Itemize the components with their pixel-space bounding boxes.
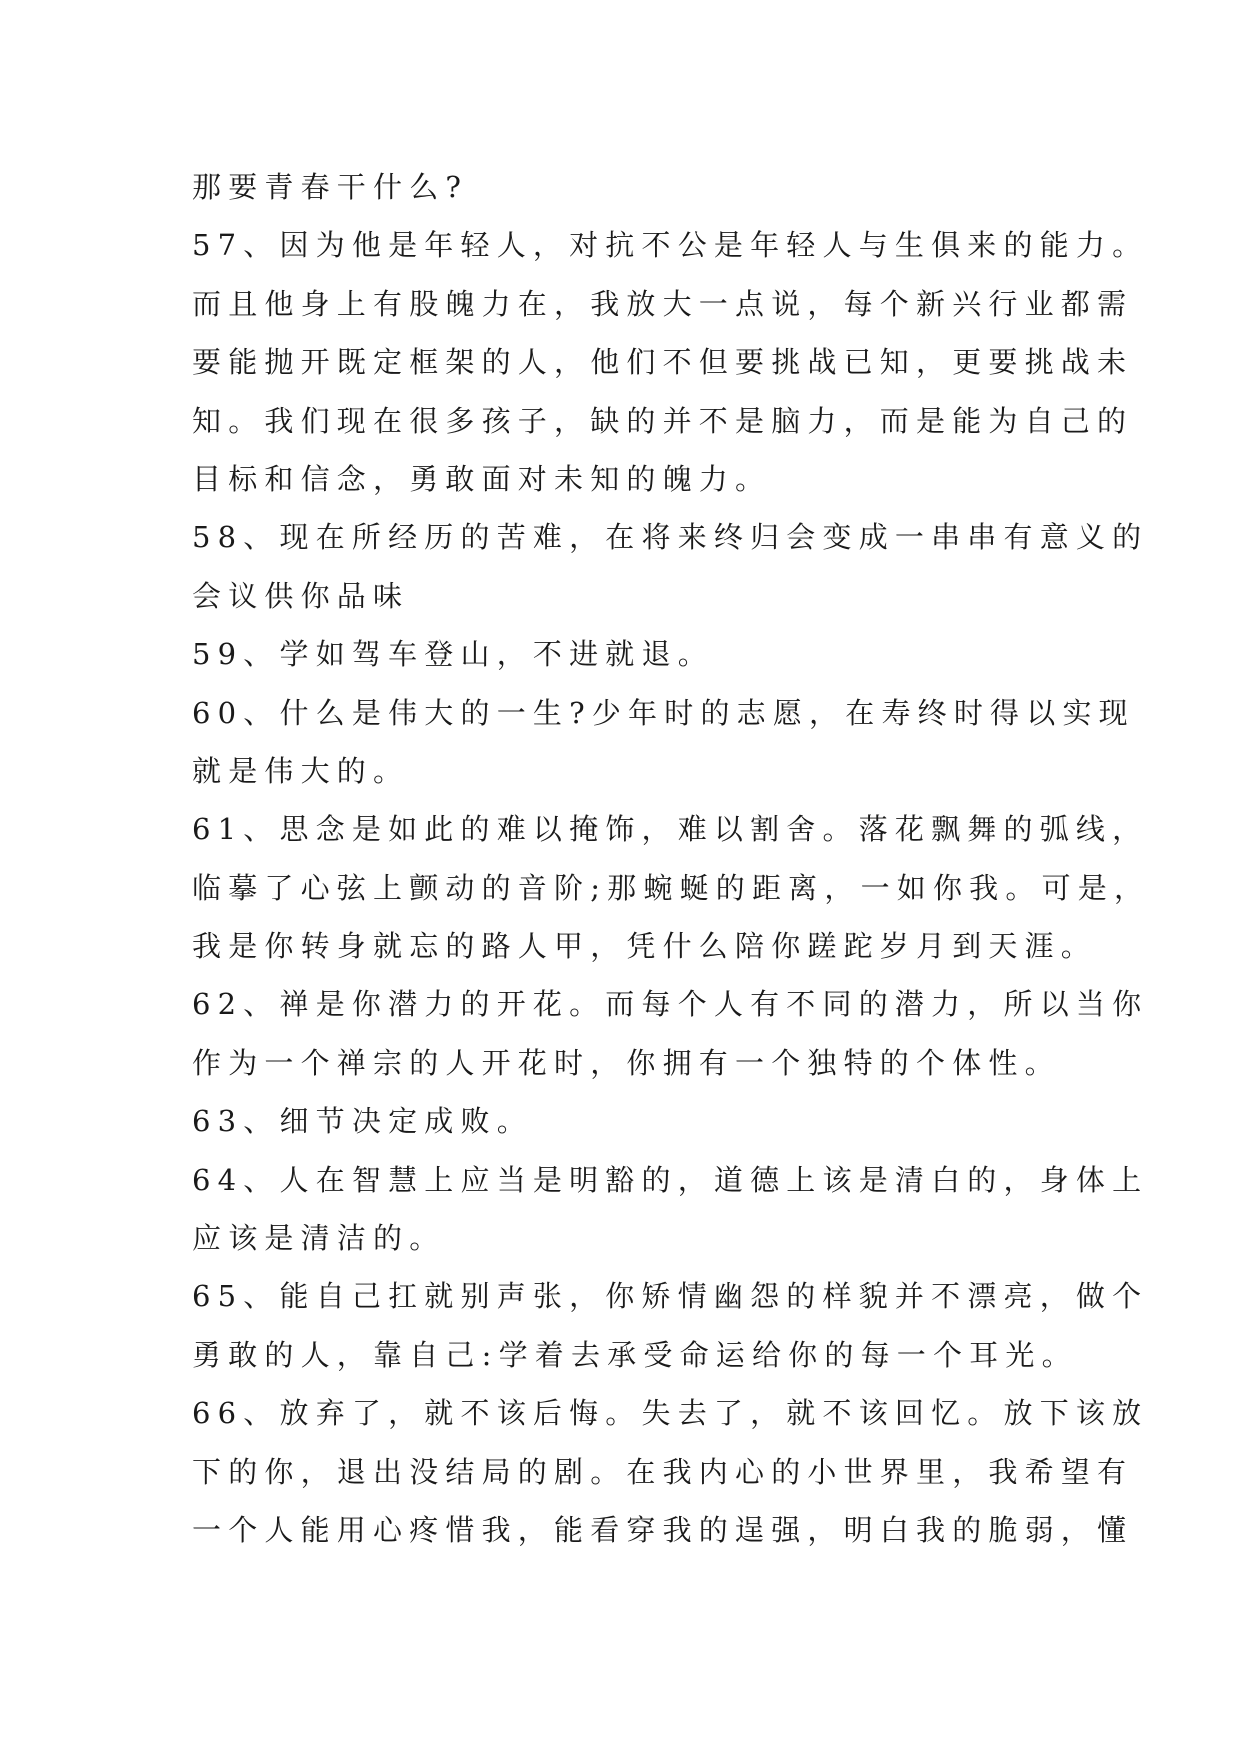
text-line-14: 我是你转身就忘的路人甲，凭什么陪你蹉跎岁月到天涯。 (192, 929, 1098, 964)
text-line-2: 57、因为他是年轻人，对抗不公是年轻人与生俱来的能力。 (192, 228, 1149, 263)
body-text (192, 158, 1151, 1559)
text-line-11: 就是伟大的。 (192, 753, 410, 788)
text-line-1: 那要青春干什么? (192, 170, 469, 204)
text-line-24: 一个人能用心疼惜我，能看穿我的逞强，明白我的脆弱，懂 (192, 1512, 1134, 1547)
text-line-8: 会议供你品味 (192, 578, 410, 613)
text-line-18: 64、人在智慧上应当是明豁的，道德上该是清白的，身体上 (192, 1162, 1149, 1197)
text-line-17: 63、细节决定成败。 (192, 1104, 533, 1139)
text-line-21: 勇敢的人，靠自己:学着去承受命运给你的每一个耳光。 (192, 1337, 1078, 1372)
text-line-22: 66、放弃了，就不该后悔。失去了，就不该回忆。放下该放 (192, 1396, 1149, 1431)
text-line-4: 要能抛开既定框架的人，他们不但要挑战已知，更要挑战未 (192, 345, 1134, 380)
text-line-5: 知。我们现在很多孩子，缺的并不是脑力，而是能为自己的 (192, 403, 1134, 438)
text-line-3: 而且他身上有股魄力在，我放大一点说，每个新兴行业都需 (192, 286, 1134, 321)
text-line-12: 61、思念是如此的难以掩饰，难以割舍。落花飘舞的弧线， (192, 812, 1149, 847)
text-line-23: 下的你，退出没结局的剧。在我内心的小世界里，我希望有 (192, 1454, 1134, 1489)
text-line-9: 59、学如驾车登山，不进就退。 (192, 637, 714, 672)
text-line-13: 临摹了心弦上颤动的音阶;那蜿蜒的距离，一如你我。可是， (192, 870, 1151, 905)
text-line-16: 作为一个禅宗的人开花时，你拥有一个独特的个体性。 (192, 1045, 1061, 1080)
text-line-6: 目标和信念，勇敢面对未知的魄力。 (192, 461, 772, 496)
text-line-15: 62、禅是你潜力的开花。而每个人有不同的潜力，所以当你 (192, 987, 1149, 1022)
text-line-20: 65、能自己扛就别声张，你矫情幽怨的样貌并不漂亮，做个 (192, 1279, 1149, 1314)
text-line-7: 58、现在所经历的苦难，在将来终归会变成一串串有意义的 (192, 520, 1149, 555)
text-line-10: 60、什么是伟大的一生?少年时的志愿，在寿终时得以实现 (192, 695, 1135, 730)
text-line-19: 应该是清洁的。 (192, 1221, 446, 1256)
